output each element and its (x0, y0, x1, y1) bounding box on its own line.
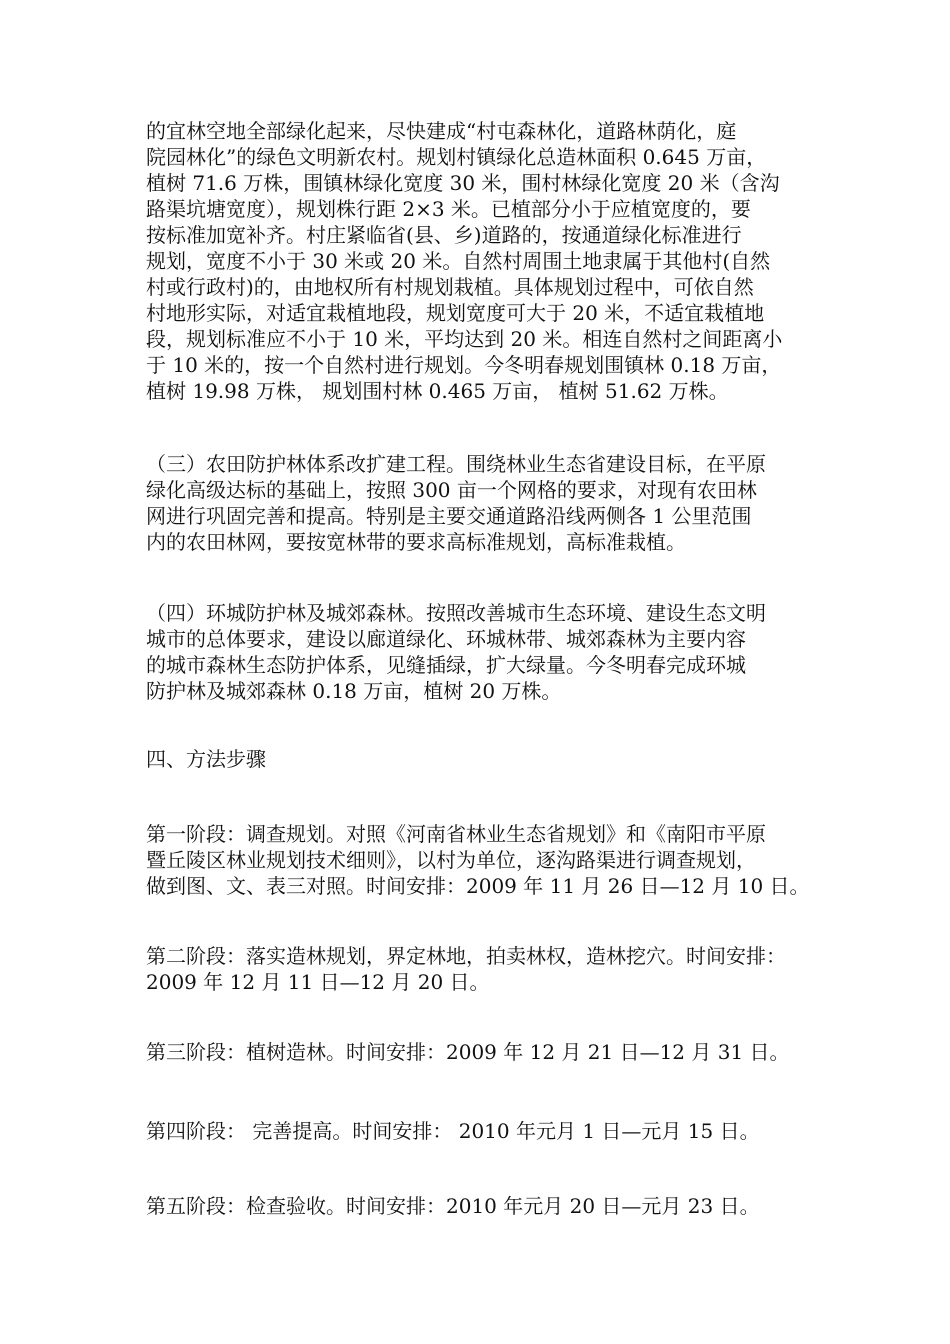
text-line: 第三阶段：植树造林。时间安排：2009 年 12 月 21 日—12 月 31 日。 (146, 1040, 790, 1064)
text-line: 规划，宽度不小于 30 米或 20 米。自然村周围土地隶属于其他村(自然 (146, 249, 771, 273)
text-line: 村或行政村)的，由地权所有村规划栽植。具体规划过程中，可依自然 (146, 275, 754, 299)
paragraph-city-forest (146, 600, 766, 704)
paragraph-farmland-shelterbelt (146, 451, 766, 555)
text-line: 植树 71.6 万株，围镇林绿化宽度 30 米，围村林绿化宽度 20 米（含沟 (146, 171, 780, 195)
text-line: 防护林及城郊森林 0.18 万亩，植树 20 万株。 (146, 679, 562, 703)
paragraph-village-greening (146, 118, 782, 404)
heading-text: 四、方法步骤 (146, 747, 266, 771)
text-line: 院园林化”的绿色文明新农村。规划村镇绿化总造林面积 0.645 万亩， (146, 145, 767, 169)
text-line: 路渠坑塘宽度），规划株行距 2×3 米。已植部分小于应植宽度的，要 (146, 197, 751, 221)
text-line: 内的农田林网，要按宽林带的要求高标准规划，高标准栽植。 (146, 530, 686, 554)
paragraph-stage-four (146, 1118, 760, 1144)
text-line: 的宜林空地全部绿化起来，尽快建成“村屯森林化，道路林荫化，庭 (146, 119, 737, 143)
text-line: （三）农田防护林体系改扩建工程。围绕林业生态省建设目标，在平原 (146, 452, 766, 476)
text-line: 2009 年 12 月 11 日—12 月 20 日。 (146, 970, 490, 994)
text-line: 第一阶段：调查规划。对照《河南省林业生态省规划》和《南阳市平原 (146, 822, 766, 846)
text-line: 第二阶段：落实造林规划，界定林地，拍卖林权，造林挖穴。时间安排： (146, 944, 786, 968)
paragraph-stage-two (146, 943, 786, 995)
text-line: 城市的总体要求，建设以廊道绿化、环城林带、城郊森林为主要内容 (146, 627, 746, 651)
paragraph-stage-one (146, 821, 810, 899)
text-line: 网进行巩固完善和提高。特别是主要交通道路沿线两侧各 1 公里范围 (146, 504, 752, 528)
text-line: 植树 19.98 万株， 规划围村林 0.465 万亩， 植树 51.62 万株。 (146, 379, 729, 403)
paragraph-stage-three (146, 1039, 790, 1065)
text-line: 暨丘陵区林业规划技术细则》，以村为单位，逐沟路渠进行调查规划， (146, 848, 756, 872)
paragraph-stage-five (146, 1193, 760, 1219)
text-line: （四）环城防护林及城郊森林。按照改善城市生态环境、建设生态文明 (146, 601, 766, 625)
text-line: 按标准加宽补齐。村庄紧临省(县、乡)道路的，按通道绿化标准进行 (146, 223, 742, 247)
text-line: 于 10 米的，按一个自然村进行规划。今冬明春规划围镇林 0.18 万亩， (146, 353, 782, 377)
text-line: 绿化高级达标的基础上，按照 300 亩一个网格的要求，对现有农田林 (146, 478, 757, 502)
section-heading-methods (146, 746, 266, 772)
text-line: 做到图、文、表三对照。时间安排：2009 年 11 月 26 日—12 月 10 日。 (146, 874, 810, 898)
text-line: 村地形实际，对适宜栽植地段，规划宽度可大于 20 米，不适宜栽植地 (146, 301, 765, 325)
text-line: 第四阶段： 完善提高。时间安排： 2010 年元月 1 日—元月 15 日。 (146, 1119, 760, 1143)
text-line: 的城市森林生态防护体系，见缝插绿，扩大绿量。今冬明春完成环城 (146, 653, 746, 677)
text-line: 第五阶段：检查验收。时间安排：2010 年元月 20 日—元月 23 日。 (146, 1194, 760, 1218)
text-line: 段，规划标准应不小于 10 米，平均达到 20 米。相连自然村之间距离小 (146, 327, 783, 351)
